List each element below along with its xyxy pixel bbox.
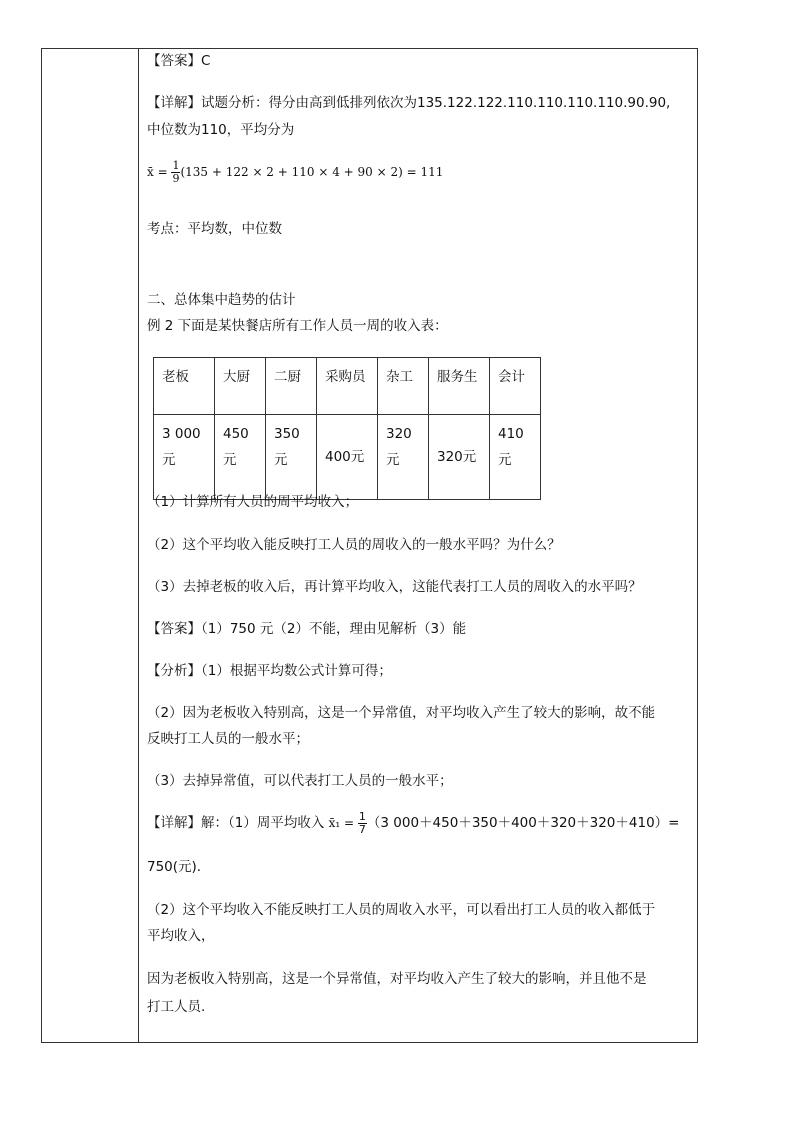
question-1: （1）计算所有人员的周平均收入； xyxy=(147,494,359,510)
detail-1-line-2: 中位数为110，平均分为 xyxy=(147,122,295,138)
example-2: 例 2 下面是某快餐店所有工作人员一周的收入表： xyxy=(147,318,448,334)
table-header-row xyxy=(154,358,541,415)
income-table xyxy=(153,357,541,500)
kaodian: 考点：平均数，中位数 xyxy=(147,221,282,237)
value-cell: 320 元 xyxy=(378,415,429,500)
detail-2-line-3: （2）这个平均收入不能反映打工人员的周收入水平，可以看出打工人员的收入都低于 xyxy=(147,902,656,918)
header-cell: 会计 xyxy=(490,358,541,415)
column-divider xyxy=(138,48,139,1043)
answer-1: 【答案】C xyxy=(147,53,211,69)
section-2-title: 二、总体集中趋势的估计 xyxy=(147,292,296,308)
value-cell: 320元 xyxy=(429,415,490,500)
analysis-line-1: 【分析】（1）根据平均数公式计算可得； xyxy=(147,663,392,679)
value-cell: 350 元 xyxy=(266,415,317,500)
table-value-row xyxy=(154,415,541,500)
detail-2-line-4: 平均收入， xyxy=(147,928,215,944)
header-cell: 杂工 xyxy=(378,358,429,415)
value-cell: 400元 xyxy=(317,415,378,500)
header-cell: 二厨 xyxy=(266,358,317,415)
header-cell: 大厨 xyxy=(215,358,266,415)
analysis-line-2: （2）因为老板收入特别高，这是一个异常值，对平均收入产生了较大的影响，故不能 xyxy=(147,705,656,721)
header-cell: 老板 xyxy=(154,358,215,415)
detail-2-line-6: 打工人员. xyxy=(147,999,206,1015)
value-cell: 3 000 元 xyxy=(154,415,215,500)
mean-formula-1: x̄ = $\frac{1}{9}$ (135 + 122 × 2 + 110 × 4 + 90 × 2) = 111 xyxy=(147,159,444,185)
fraction: $\frac{1}{9}$ xyxy=(172,159,180,185)
detail-2-line-1: 【详解】解：（1）周平均收入 x̄₁ = $\frac{1}{7}$ （3 000＋450＋350＋400＋320＋320＋410）= xyxy=(147,809,680,836)
value-cell: 410 元 xyxy=(490,415,541,500)
answer-2: 【答案】（1）750 元（2）不能，理由见解析（3）能 xyxy=(147,621,467,637)
analysis-line-4: （3）去掉异常值，可以代表打工人员的一般水平； xyxy=(147,773,453,789)
question-3: （3）去掉老板的收入后，再计算平均收入，这能代表打工人员的周收入的水平吗？ xyxy=(147,579,642,595)
detail-1-line-1: 【详解】试题分析：得分由高到低排列依次为135.122.122.110.110.110.110.90.90, xyxy=(147,95,671,111)
header-cell: 采购员 xyxy=(317,358,378,415)
header-cell: 服务生 xyxy=(429,358,490,415)
fraction: $\frac{1}{7}$ xyxy=(358,809,366,836)
value-cell: 450 元 xyxy=(215,415,266,500)
question-2: （2）这个平均收入能反映打工人员的周收入的一般水平吗？为什么？ xyxy=(147,537,561,553)
detail-2-line-5: 因为老板收入特别高，这是一个异常值，对平均收入产生了较大的影响，并且他不是 xyxy=(147,971,647,987)
analysis-line-3: 反映打工人员的一般水平； xyxy=(147,731,309,747)
detail-2-line-2: 750(元). xyxy=(147,859,202,875)
